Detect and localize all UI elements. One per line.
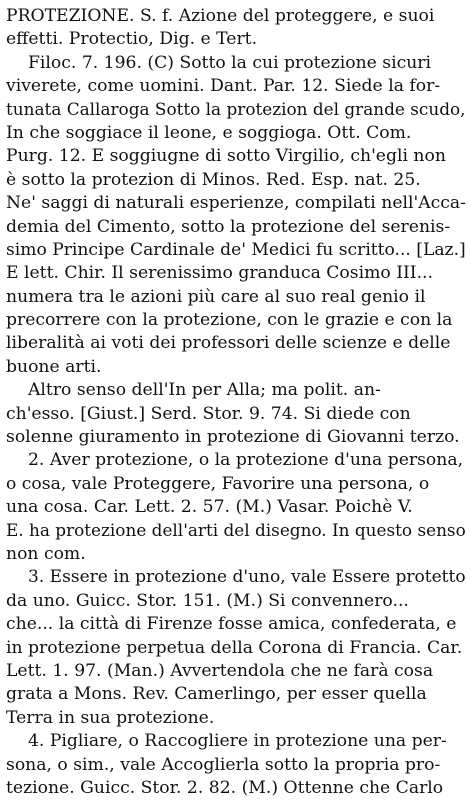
entry-line: Terra in sua protezione. [6,707,215,728]
entry-line: non com. [6,543,86,564]
entry-line: tunata Callaroga Sotto la protezion del grande scudo, [6,99,466,120]
entry-line: sona, o sim., vale Accoglierla sotto la propria pro- [6,754,441,775]
entry-line: o cosa, vale Proteggere, Favorire una persona, o [6,473,430,494]
entry-line: da uno. Guicc. Stor. 151. (M.) Si convennero... [6,590,409,611]
entry-line: PROTEZIONE. S. f. Azione del proteggere, e suoi [6,6,435,26]
entry-line: ch'esso. [Giust.] Serd. Stor. 9. 74. Si diede con [6,403,411,424]
entry-line: 4. Pigliare, o Raccogliere in protezione una per- [28,731,447,752]
entry-line: 2. Aver protezione, o la protezione d'una persona, [28,450,464,471]
entry-line: grata a Mons. Rev. Camerlingo, per esser quella [6,684,427,705]
entry-line: In che soggiace il leone, e soggioga. Ott. Com. [6,122,412,143]
entry-line: solenne giuramento in protezione di Giovanni terzo. [6,427,460,448]
entry-line: Lett. 1. 97. (Man.) Avvertendola che ne farà cosa [6,660,434,681]
entry-line: che... la città di Firenze fosse amica, confederata, e [6,614,457,635]
entry-line: Ne' saggi di naturali esperienze, compilati nell'Acca- [6,193,466,214]
entry-line: in protezione perpetua della Corona di Francia. Car. [6,637,463,658]
entry-line: demia del Cimento, sotto la protezione del serenis- [6,216,451,237]
entry-line: simo Principe Cardinale de' Medici fu scritto... [Laz.] [6,239,466,260]
entry-line: Purg. 12. E soggiugne di sotto Virgilio, ch'egli non [6,146,446,167]
entry-line: effetti. Protectio, Dig. e Tert. [6,29,258,50]
entry-line: E lett. Chir. Il serenissimo granduca Cosimo III... [6,263,433,284]
entry-line: liberalità ai voti dei professori delle scienze e delle [6,333,451,354]
entry-line: precorrere con la protezione, con le grazie e con la [6,310,453,331]
entry-line: Altro senso dell'In per Alla; ma polit. an- [28,380,381,401]
entry-line: è sotto la protezion di Minos. Red. Esp. nat. 25. [6,169,421,190]
entry-protezione [6,5,466,800]
entry-line: 3. Essere in protezione d'uno, vale Essere protetto [28,567,466,588]
entry-line: numera tra le azioni più care al suo real genio il [6,286,426,307]
entry-line: buone arti. [6,356,102,377]
entry-line: E. ha protezione dell'arti del disegno. In questo senso [6,520,466,541]
entry-line: una cosa. Car. Lett. 2. 57. (M.) Vasar. Poichè V. [6,497,413,518]
entry-line: viverete, come uomini. Dant. Par. 12. Siede la for- [6,76,441,97]
entry-line: tezione. Guicc. Stor. 2. 82. (M.) Ottenne che Carlo [6,777,444,798]
entry-line: Filoc. 7. 196. (C) Sotto la cui protezione sicuri [28,52,432,73]
